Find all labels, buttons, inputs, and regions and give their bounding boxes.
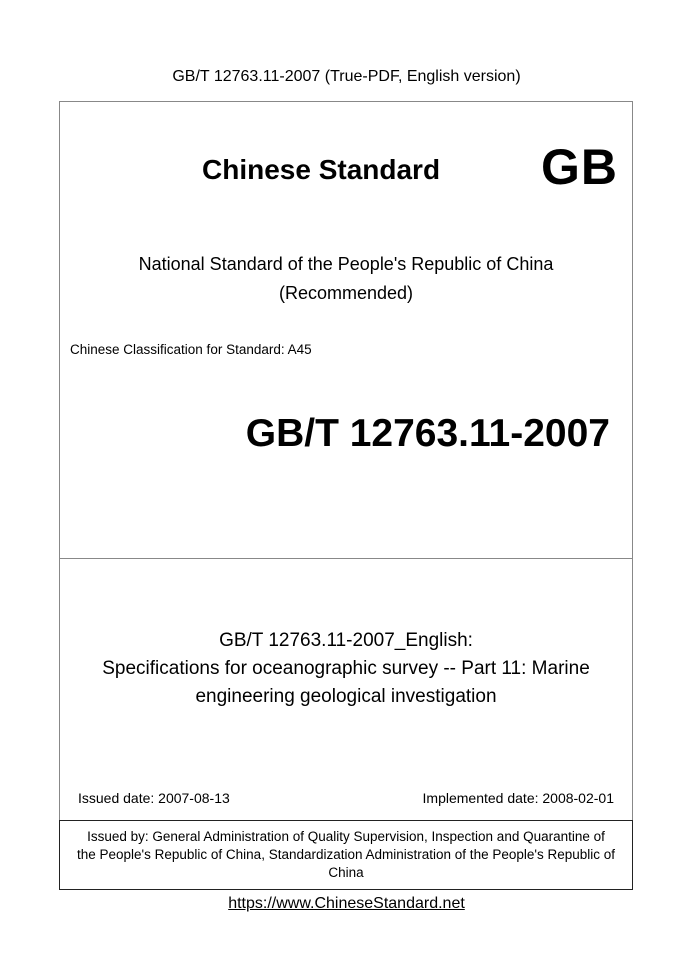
recommended-label: (Recommended) [278,283,414,303]
implemented-date: Implemented date: 2008-02-01 [422,790,614,806]
issuer-text [60,828,632,882]
issuer-line: Issued by: General Administration of Quality Supervision, Inspection and Quarantine of [87,829,605,844]
document-title-line: GB/T 12763.11-2007_English: [219,630,473,651]
issued-date: Issued date: 2007-08-13 [78,790,230,806]
cover-panel [59,101,633,559]
issuer-line: the People's Republic of China, Standardization Administration of the People's Republic of [77,847,615,862]
national-standard-label [60,250,632,308]
gb-mark: GB [541,139,618,195]
document-title-line: engineering geological investigation [195,686,497,707]
website-link[interactable]: https://www.ChineseStandard.net [228,895,465,912]
standard-code: GB/T 12763.11-2007 [245,412,610,455]
issuer-line: China [328,865,364,880]
national-standard-line: National Standard of the People's Republic of China [138,254,554,274]
document-info-panel [59,558,633,821]
classification-label: Chinese Classification for Standard: A45 [70,342,312,357]
cover-title: Chinese Standard [202,154,441,185]
document-title [60,627,632,711]
issuer-panel [59,820,633,890]
document-title-line: Specifications for oceanographic survey -- Part 11: Marine [102,658,590,679]
page-header: GB/T 12763.11-2007 (True-PDF, English version) [172,68,521,85]
